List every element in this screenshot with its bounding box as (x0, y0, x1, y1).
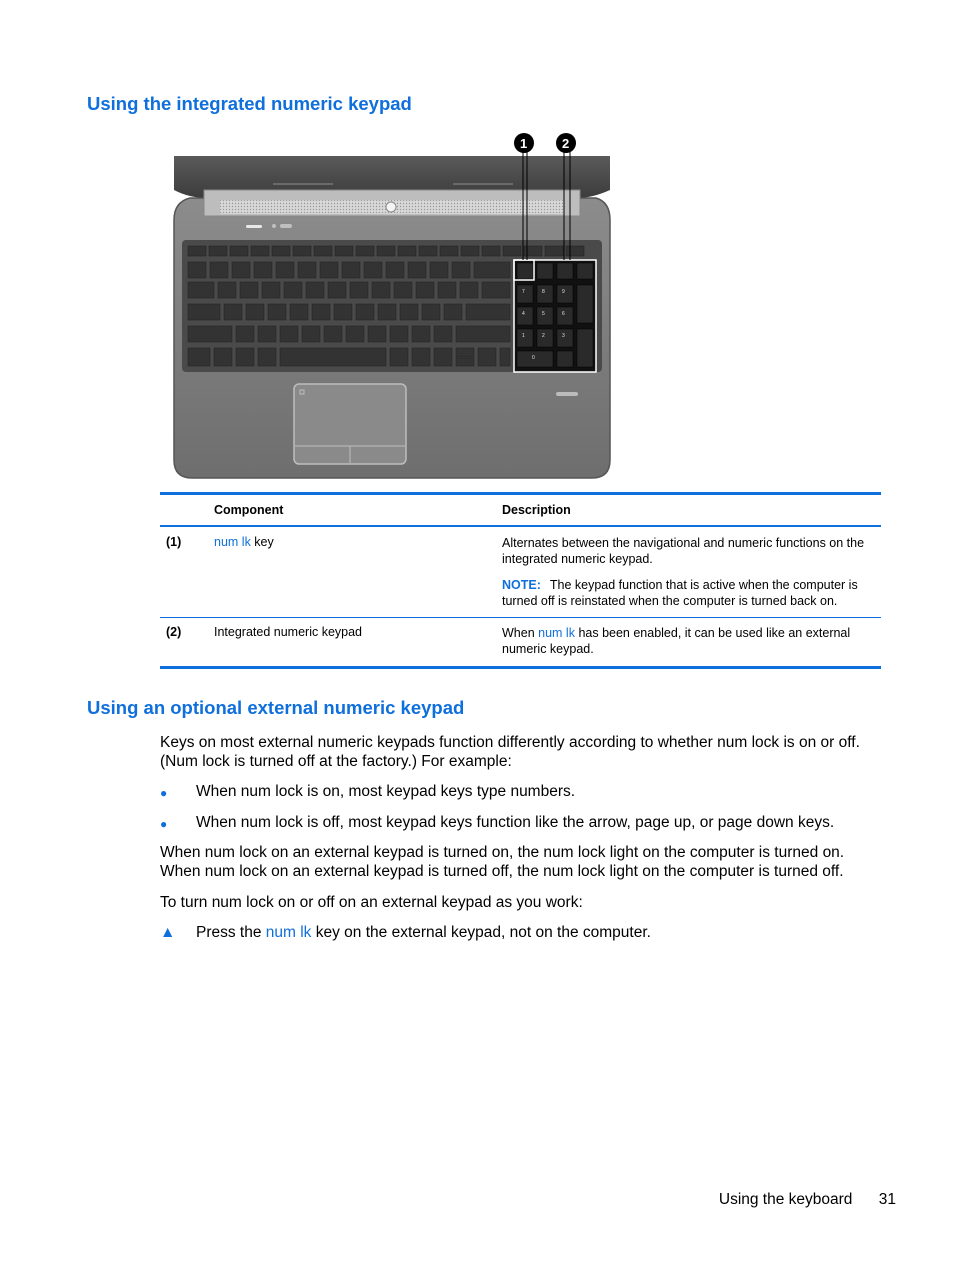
num-lk-link[interactable]: num lk (214, 535, 251, 549)
table-header-row (160, 494, 881, 527)
row-description (502, 618, 881, 668)
intro-paragraph: Keys on most external numeric keypads function differently according to whether num lock is on or off. (Num lock is turned off at the factory.) For example: (160, 734, 860, 770)
svg-text:7: 7 (522, 289, 525, 295)
svg-text:4: 4 (522, 311, 525, 317)
table-row (160, 618, 881, 668)
bullet-text: When num lock is on, most keypad keys type numbers. (196, 783, 576, 800)
svg-text:9: 9 (562, 289, 565, 295)
bullet-icon: ● (160, 786, 168, 800)
header-num (160, 494, 214, 527)
page-number: 31 (878, 1191, 896, 1208)
desc-prefix: When (502, 626, 539, 640)
component-table (160, 492, 881, 669)
component-suffix: key (250, 535, 274, 549)
svg-text:1: 1 (522, 333, 525, 339)
bullet-icon: ● (160, 817, 168, 831)
row-num: (1) (166, 535, 182, 549)
step-text (196, 923, 651, 942)
step-prefix: Press the (196, 924, 266, 941)
num-lk-link[interactable]: num lk (265, 924, 312, 941)
svg-text:2: 2 (542, 333, 545, 339)
row-component: Integrated numeric keypad (214, 625, 363, 639)
callout-1: 1 (520, 136, 528, 151)
section-heading-external-keypad: Using an optional external numeric keypad (87, 697, 465, 718)
row-component (214, 526, 502, 618)
keyboard-illustration (168, 130, 616, 482)
page-footer (719, 1191, 896, 1209)
header-component: Component (214, 503, 284, 517)
step-suffix: key on the external keypad, not on the computer. (311, 924, 651, 941)
svg-text:5: 5 (542, 311, 545, 317)
description-text (502, 625, 881, 657)
footer-label: Using the keyboard (718, 1191, 853, 1208)
svg-text:3: 3 (562, 333, 565, 339)
step-triangle-icon: ▲ (160, 924, 176, 941)
note-text: The keypad function that is active when the computer is turned off is reinstated when the computer is turned back on. (502, 578, 858, 608)
svg-text:6: 6 (562, 311, 565, 317)
bullet-text: When num lock is off, most keypad keys function like the arrow, page up, or page down keys. (196, 814, 835, 831)
table-row (160, 526, 881, 618)
svg-text:0: 0 (532, 355, 535, 361)
section-heading-integrated-keypad: Using the integrated numeric keypad (87, 93, 412, 114)
callout-2: 2 (562, 136, 570, 151)
row-description (502, 526, 881, 618)
note (502, 577, 881, 609)
header-description: Description (502, 503, 571, 517)
row-num: (2) (166, 625, 182, 639)
note-label: NOTE: (502, 578, 541, 592)
description-text: Alternates between the navigational and numeric functions on the integrated numeric keypad. (502, 536, 865, 566)
paragraph-num-lock-light: When num lock on an external keypad is turned on, the num lock light on the computer is turned on. When num lock on an external keypad is turned off, the num lock light on the computer is turned off. (160, 844, 845, 880)
num-lk-link[interactable]: num lk (538, 626, 575, 640)
paragraph-instruction: To turn num lock on or off on an external keypad as you work: (160, 894, 583, 911)
desc-suffix: has been enabled, it can be used like an external numeric keypad. (502, 626, 851, 656)
svg-text:8: 8 (542, 289, 545, 295)
